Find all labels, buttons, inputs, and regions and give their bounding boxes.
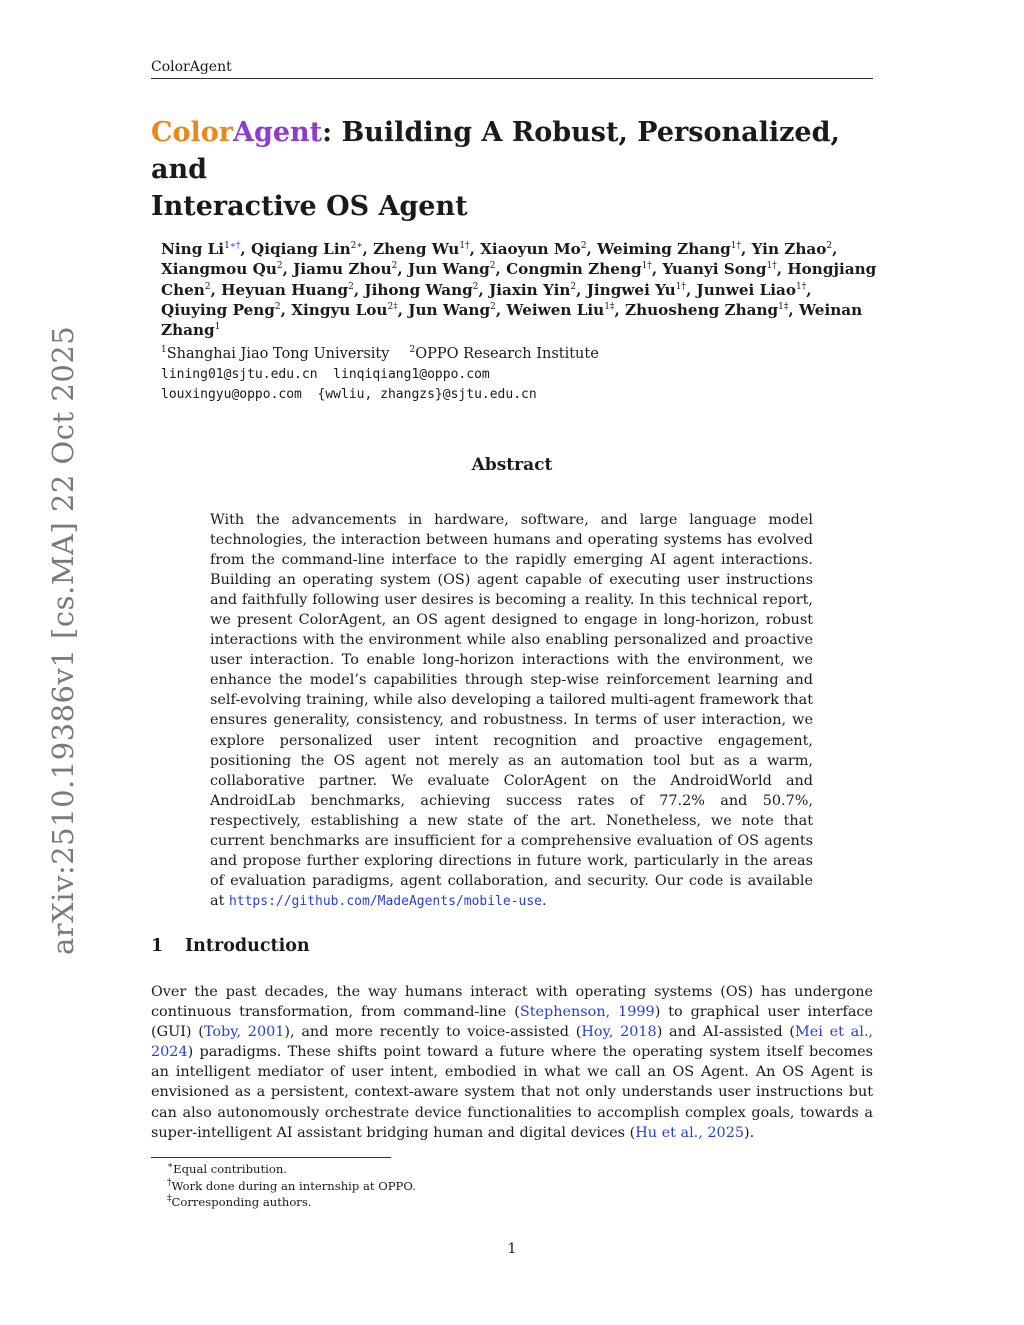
author	[662, 260, 787, 278]
author-separator: ,	[478, 280, 490, 299]
author	[506, 301, 625, 319]
footnote-mark: ‡	[167, 1194, 172, 1205]
author-name: Congmin Zheng	[506, 260, 642, 279]
email-line-2: louxingyu@oppo.com {wwliu, zhangzs}@sjtu.edu.cn	[161, 387, 537, 402]
author-separator: ,	[210, 280, 222, 299]
author-name: Yuanyi Song	[662, 260, 767, 279]
author-separator: ,	[685, 280, 697, 299]
author-affiliation-sup: 2	[391, 261, 398, 272]
author-name: Zhuosheng Zhang	[625, 300, 779, 319]
author-name: Xingyu Lou	[291, 300, 388, 319]
author-name: Yin Zhao	[751, 240, 827, 258]
affil-oppo: OPPO Research Institute	[415, 346, 599, 362]
author-separator: ,	[832, 240, 838, 258]
author	[752, 240, 838, 258]
author	[480, 240, 597, 258]
author-separator: ,	[469, 240, 481, 258]
author-affiliation-sup: 2	[472, 281, 479, 292]
author-affiliation-sup: 1†	[766, 261, 777, 272]
author-separator: ,	[495, 260, 507, 279]
author-name: Jun Wang	[408, 300, 491, 319]
author-affiliation-sup: 2	[489, 261, 496, 272]
footnote-rule	[151, 1157, 391, 1158]
author-separator: ,	[651, 260, 663, 279]
author-name: Junwei Liao	[696, 280, 796, 299]
author-affiliation-sup: 1†	[675, 281, 686, 292]
author-name: Weiming Zhang	[597, 240, 731, 258]
author	[364, 281, 489, 299]
author-affiliation-sup: 2	[274, 301, 281, 312]
footnote-text: Equal contribution.	[173, 1162, 288, 1176]
author	[697, 281, 812, 299]
page-number: 1	[507, 1241, 517, 1257]
author-name: Hongjiang Chen	[161, 260, 877, 299]
author-separator: ,	[353, 280, 365, 299]
author-affiliation-sup: 1‡	[778, 301, 789, 312]
affil-sjtu: Shanghai Jiao Tong University	[166, 346, 390, 362]
author	[293, 260, 408, 278]
author	[597, 240, 751, 258]
footnote-mark: †	[167, 1177, 172, 1188]
title-agent-word: Agent	[233, 117, 323, 148]
intro-text-1: Over the past decades, the way humans interact with operating systems (OS) has undergone continuous transformation, from command-line (	[151, 984, 873, 1021]
code-link[interactable]: https://github.com/MadeAgents/mobile-use	[228, 893, 543, 909]
author-separator: ,	[586, 240, 598, 258]
author-affiliation-sup: 2	[826, 240, 833, 251]
citation-hu[interactable]: Hu et al., 2025	[635, 1124, 745, 1141]
author-affiliation-sup: 1‡	[604, 301, 615, 312]
affil-sup-2: 2	[409, 345, 416, 356]
author	[506, 260, 662, 278]
author-separator: ,	[397, 260, 408, 279]
citation-mei[interactable]: Mei et al., 2024	[151, 1024, 873, 1061]
abstract-body	[210, 510, 813, 912]
section-number: 1	[151, 936, 164, 956]
author-name: Jihong Wang	[364, 280, 473, 299]
arxiv-stamp: arXiv:2510.19386v1 [cs.MA] 22 Oct 2025	[46, 325, 80, 955]
intro-text-3: ), and more recently to voice-assisted (	[284, 1024, 582, 1041]
abstract-end: .	[542, 892, 547, 909]
footnote	[167, 1194, 416, 1211]
running-header: ColorAgent	[151, 59, 873, 79]
paper-title	[151, 114, 891, 225]
author-affiliation-sup: 2∗	[350, 240, 363, 251]
author-name: Qiqiang Lin	[251, 240, 351, 258]
author-affiliation-sup: 2	[204, 281, 211, 292]
author-name: Zheng Wu	[373, 240, 460, 258]
title-color-word: Color	[151, 117, 233, 148]
affiliations	[161, 346, 599, 362]
author-footnote-mark[interactable]: ∗†	[229, 240, 241, 251]
author-separator: ,	[282, 260, 294, 279]
intro-text-4: ) and AI-assisted (	[656, 1024, 796, 1041]
title-line2: Interactive OS Agent	[151, 191, 468, 222]
section-title: Introduction	[185, 936, 310, 956]
author-separator: ,	[614, 300, 626, 319]
author-name: Weinan Zhang	[161, 300, 863, 340]
author-separator: ,	[495, 300, 507, 319]
author	[373, 240, 480, 258]
introduction-paragraph	[151, 982, 873, 1143]
author-affiliation-sup: 2	[348, 281, 354, 292]
citation-hoy[interactable]: Hoy, 2018	[581, 1024, 657, 1041]
author-affiliation-sup: 1	[214, 322, 221, 333]
author	[291, 301, 408, 319]
author-separator: ,	[741, 240, 752, 258]
author	[161, 260, 293, 278]
author	[408, 260, 506, 278]
intro-text-2: ) to graphical user interface (GUI) (	[151, 1004, 874, 1041]
author-name: Xiaoyun Mo	[480, 240, 581, 258]
author-name: Qiuying Peng	[161, 300, 275, 319]
author-footnote-mark[interactable]: ‡	[393, 301, 398, 312]
author-affiliation-sup: 1†	[730, 240, 742, 251]
footnote	[167, 1161, 416, 1178]
citation-stephenson[interactable]: Stephenson, 1999	[519, 1004, 655, 1021]
author-list	[161, 239, 881, 340]
title-rest: : Building A Robust, Personalized, and	[151, 117, 840, 185]
author-affiliation-sup: 2	[276, 261, 283, 272]
author	[251, 240, 373, 258]
author-name: Heyuan Huang	[221, 280, 349, 299]
intro-text-6: ).	[744, 1124, 755, 1141]
author-separator: ,	[240, 240, 251, 258]
author-name: Jingwei Yu	[586, 280, 676, 299]
author	[625, 301, 799, 319]
abstract-heading: Abstract	[471, 455, 553, 475]
author-separator: ,	[788, 300, 799, 319]
author-affiliation-sup: 2	[387, 301, 394, 312]
author-affiliation-sup: 1	[224, 240, 230, 251]
author-separator: ,	[280, 300, 292, 319]
footnote	[167, 1178, 416, 1195]
intro-text-5: ) paradigms. These shifts point toward a future where the operating system itself becomes an intelligent mediator of user intent, embodied in what we call an OS Agent. An OS Agent is envisioned as a persistent, context-aware system that not only understands user instructions but can also autonomously orchestrate device functionalities to accomplish complex goals, towards a super-intelligent AI assistant bridging human and digital devices (	[151, 1044, 873, 1141]
author	[161, 240, 251, 258]
author-name: Xiangmou Qu	[161, 260, 277, 279]
author-separator: ,	[576, 280, 587, 299]
author-affiliation-sup: 2	[490, 301, 496, 312]
author-name: Jiaxin Yin	[489, 280, 571, 299]
author	[221, 281, 364, 299]
footnote-text: Corresponding authors.	[171, 1195, 312, 1209]
affil-sup-1: 1	[161, 345, 167, 356]
author-affiliation-sup: 1†	[796, 281, 807, 292]
author	[161, 301, 291, 319]
author-separator: ,	[362, 240, 374, 258]
author-name: Jun Wang	[407, 260, 490, 279]
author-separator: ,	[806, 280, 812, 299]
author	[408, 301, 506, 319]
email-line-1: lining01@sjtu.edu.cn linqiqiang1@oppo.com	[161, 367, 490, 382]
author	[489, 281, 587, 299]
author-affiliation-sup: 1†	[641, 261, 652, 272]
author-affiliation-sup: 2	[580, 240, 587, 251]
author-name: Jiamu Zhou	[293, 260, 392, 279]
abstract-text: With the advancements in hardware, software, and large language model technologies, the interaction between humans and operating systems has evolved from the command-line interface to the rapidly emerging AI agent interactions. Building an operating system (OS) agent capable of executing user instructions and faithfully following user desires is becoming a reality. In this technical report, we present ColorAgent, an OS agent designed to engage in long-horizon, robust interactions with the environment while also enabling personalized and proactive user interaction. To enable long-horizon interactions with the environment, we enhance the model’s capabilities through step-wise reinforcement learning and self-evolving training, while also developing a tailored multi-agent framework that ensures generality, consistency, and robustness. In terms of user interaction, we explore personalized user intent recognition and proactive engagement, positioning the OS agent not merely as an automation tool but as a warm, collaborative partner. We evaluate ColorAgent on the AndroidWorld and AndroidLab benchmarks, achieving success rates of 77.2% and 50.7%, respectively, establishing a new state of the art. Nonetheless, we note that current benchmarks are insufficient for a comprehensive evaluation of OS agents and propose further exploring directions in future work, particularly in the areas of evaluation paradigms, agent collaboration, and security. Our code is available at	[210, 512, 813, 909]
author	[587, 281, 697, 299]
citation-toby[interactable]: Toby, 2001	[203, 1024, 285, 1041]
footnote-text: Work done during an internship at OPPO.	[171, 1178, 416, 1193]
author-name: Weiwen Liu	[506, 300, 605, 319]
author-affiliation-sup: 2	[570, 281, 577, 292]
author-separator: ,	[397, 300, 409, 319]
author-name: Ning Li	[161, 240, 225, 258]
section-heading-introduction	[151, 936, 310, 956]
footnotes	[167, 1161, 416, 1211]
author-affiliation-sup: 1†	[459, 240, 470, 251]
footnote-mark: ∗	[167, 1161, 174, 1172]
author-separator: ,	[776, 260, 788, 279]
